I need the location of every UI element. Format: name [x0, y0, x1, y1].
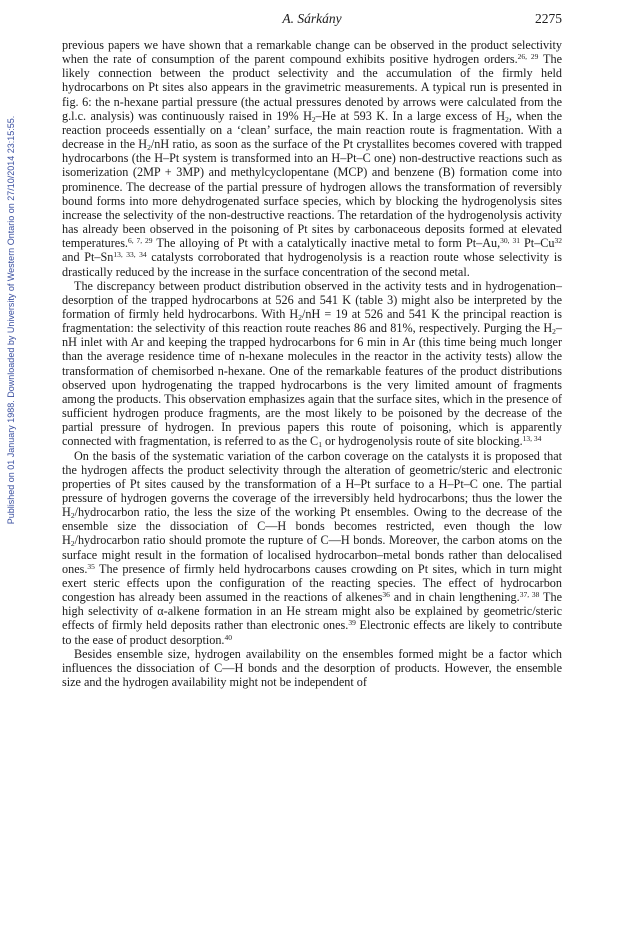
subscript: 2 — [505, 114, 509, 124]
text-run: and Pt–Sn — [62, 250, 114, 265]
text-run: The discrepancy between product distribution observed in the activity tests and in hydrogenation–desorption of the trapped hydrocarbons at 526 and 541 K (table 3) might also be interpreted by the formation of firmly held hydrocarbons. With H — [62, 278, 562, 321]
citation-ref: 32 — [554, 236, 563, 246]
citation-ref: 40 — [224, 632, 232, 642]
body-paragraph — [62, 279, 562, 449]
download-watermark — [4, 30, 18, 610]
citation-ref: 6, 7, 29 — [127, 236, 153, 246]
subscript: 1 — [318, 440, 322, 450]
text-run: The alloying of Pt with a catalytically inactive metal to form Pt–Au, — [152, 236, 501, 251]
text-run: The presence of firmly held hydrocarbons causes crowding on Pt sites, which in turn might exert steric effects upon the configuration of the reacting species. The effect of hydrocarbon congestion has already been assumed in the reactions of alkenes — [62, 561, 562, 605]
citation-ref: 35 — [87, 561, 95, 571]
subscript: 2 — [298, 312, 302, 322]
watermark-text: Published on 01 January 1988. Downloaded by University of Western Ontario on 27/10/2014 23:15:55. — [6, 115, 16, 525]
subscript: 2 — [552, 327, 556, 337]
subscript: 2 — [147, 143, 151, 153]
text-run: Electronic effects are likely to contribute to the ease of product desorption. — [62, 618, 562, 647]
text-run: The likely connection between the product selectivity and the accumulation of the firmly held hydrocarbons on Pt sites also appears in the gravimetric measurements. A typical run is presented in fig. 6: the n-hexane partial pressure (the actual pressures denoted by arrows were calculated from the g.l.c. analysis) was continuously raised in 19% H — [62, 52, 562, 123]
page-number: 2275 — [535, 11, 562, 26]
text-run: On the basis of the systematic variation of the carbon coverage on the catalysts it is proposed that the hydrogen affects the product selectivity through the alteration of geometric/steric and electronic properties of Pt sites caused by the transformation of a H–Pt surface to a H–Pt–C one. The partial pressure of hydrogen governs the coverage of the irreversibly held hydrocarbons; thus the lower the H — [62, 448, 562, 520]
citation-ref: 26, 29 — [517, 52, 539, 62]
running-header — [62, 11, 562, 31]
text-run: The high selectivity of α-alkene formation in an He stream might also be explained by geometric/steric effects of firmly held deposits rather than electronic ones. — [62, 590, 562, 633]
text-run: –He at 593 K. In a large excess of H — [315, 108, 506, 123]
citation-ref: 13, 33, 34 — [113, 250, 147, 260]
subscript: 2 — [70, 511, 75, 521]
citation-ref: 30, 31 — [500, 236, 520, 246]
article-body — [62, 38, 562, 689]
citation-ref: 39 — [348, 618, 356, 628]
body-paragraph — [62, 647, 562, 689]
text-run: /hydrocarbon ratio, the less the size of the working Pt ensembles. Owing to the decrease of the ensemble size the dissociation of C—H bonds becomes restricted, even though the low H — [62, 505, 562, 548]
text-run: catalysts corroborated that hydrogenolysis is a reaction route whose selectivity is drastically reduced by the increase in the surface concentration of the second metal. — [62, 250, 562, 279]
text-run: previous papers we have shown that a remarkable change can be observed in the product selectivity when the rate of consumption of the parent compound exhibits positive hydrogen orders. — [62, 38, 562, 67]
text-run: and in chain lengthening. — [389, 590, 520, 605]
text-run: Pt–Cu — [519, 236, 555, 251]
citation-ref: 13, 34 — [522, 434, 542, 444]
text-run: /nH = 19 at 526 and 541 K the principal reaction is fragmentation: the selectivity of this reaction route reaches 86 and 81%, respectively. Purging the H — [62, 306, 562, 336]
text-run: Besides ensemble size, hydrogen availability on the ensembles formed might be a factor which influences the dissociation of C—H bonds and the desorption of products. However, the ensemble size and the hydrogen availability might not be independent of — [62, 646, 562, 690]
body-paragraph — [62, 38, 562, 279]
running-head-author: A. Sárkány — [282, 11, 342, 26]
citation-ref: 37, 38 — [519, 590, 540, 600]
text-run: , when the reaction proceeds essentially on a ‘clean’ surface, the main reaction route is fragmentation. With a decrease in the H — [62, 108, 562, 152]
text-run: /nH ratio, as soon as the surface of the Pt crystallites becomes covered with trapped hydrocarbons (the H–Pt system is transformed into an H–Pt–C one) non-destructive reactions such as isomerization (2MP + 3MP) and methylcyclopentane (MCP) and benzene (B) formation come into prominence. The decrease of the partial pressure of hydrogen allows the transformation of reversibly bound forms into more dehydrogenated surface species, which by blocking the hydrogenolysis sites increase the selectivity of the non-destructive reactions. The retardation of the hydrogenolysis activity has already been observed in the poisoning of Pt sites by carbonaceous deposits formed at elevated temperatures. — [62, 137, 562, 251]
text-run: or hydrogenolysis route of site blocking. — [321, 434, 523, 449]
text-run: /hydrocarbon ratio should promote the rupture of C—H bonds. Moreover, the carbon atoms on the surface might result in the formation of localised hydrocarbon–metal bonds rather than delocalised ones. — [62, 533, 562, 576]
subscript: 2 — [70, 539, 75, 549]
subscript: 2 — [311, 114, 316, 124]
body-paragraph — [62, 449, 562, 647]
citation-ref: 36 — [382, 590, 390, 600]
text-run: –nH inlet with Ar and keeping the trapped hydrocarbons for 6 min in Ar (this time being much longer than the average residence time of n-hexane molecules in the reactor in the activity tests) allow the transformation of chemisorbed n-hexane. One of the remarkable features of the product distributions observed upon hydrogenating the trapped hydrocarbons is the very limited amount of fragments among the products. This observation emphasizes again that the surface sites, which in the presence of sufficient hydrogen produce fragments, are the most likely to be poisoned by the decrease of the partial pressure of hydrogen. In previous papers this route of poisoning, which is apparently connected with fragmentation, is referred to as the C — [62, 321, 562, 449]
